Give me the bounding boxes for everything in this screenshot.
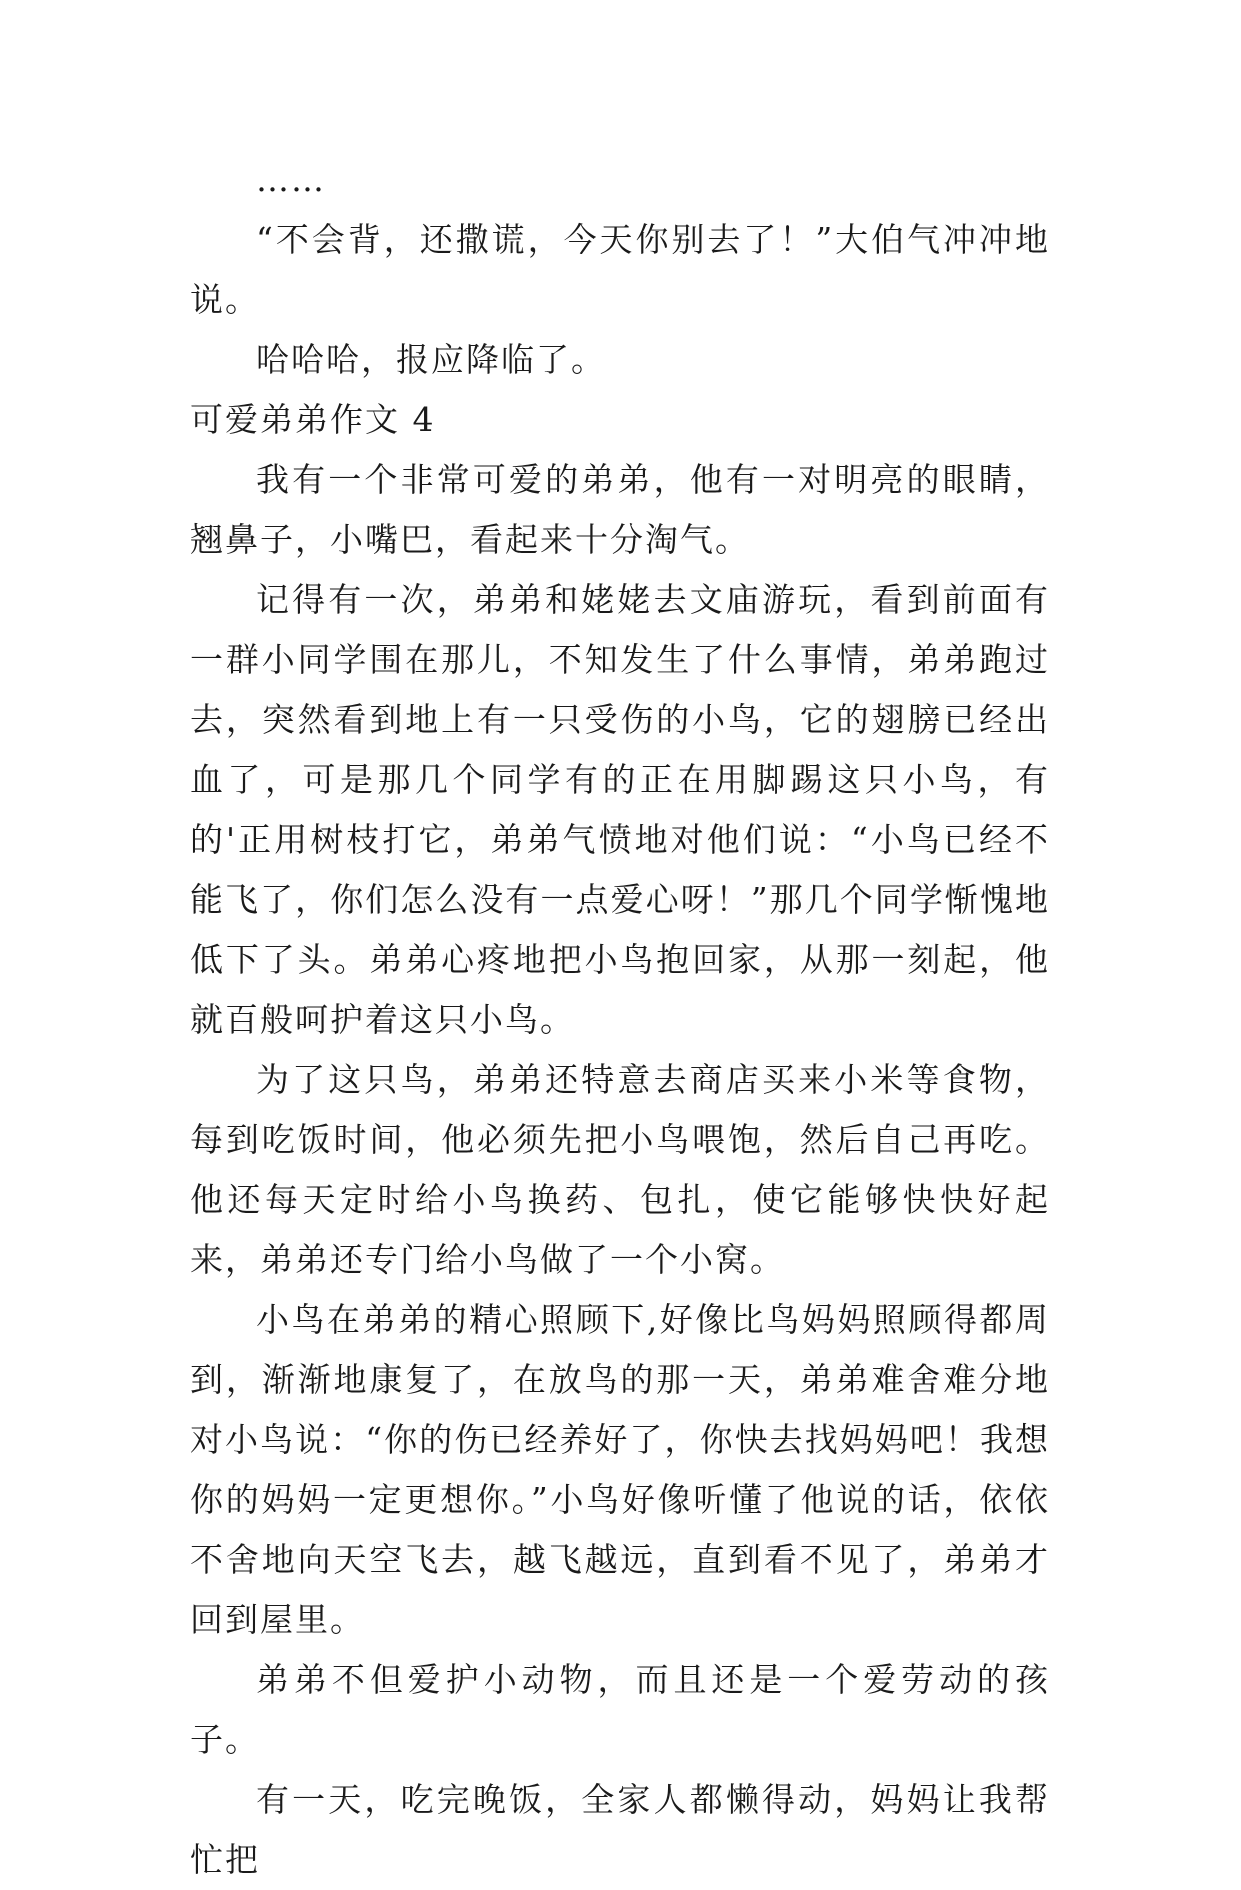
- paragraph-retribution: 哈哈哈，报应降临了。: [256, 340, 606, 379]
- paragraph: 我有一个非常可爱的弟弟，他有一对明亮的眼睛，翘鼻子，小嘴巴，看起来十分淘气。: [190, 460, 1050, 559]
- section-title: 可爱弟弟作文 4: [190, 400, 436, 439]
- paragraph: 弟弟不但爱护小动物，而且还是一个爱劳动的孩子。: [190, 1660, 1050, 1759]
- paragraph: 小鸟在弟弟的精心照顾下,好像比鸟妈妈照顾得都周到，渐渐地康复了，在放鸟的那一天，弟弟难舍难分地对小鸟说：“你的伤已经养好了，你快去找妈妈吧！我想你的妈妈一定更想你。”小鸟好像听懂了他说的话，依依不舍地向天空飞去，越飞越远，直到看不见了，弟弟才回到屋里。: [190, 1300, 1050, 1639]
- ellipsis-line: ……: [256, 160, 326, 199]
- document-body: [190, 150, 1050, 1890]
- paragraph: 为了这只鸟，弟弟还特意去商店买来小米等食物，每到吃饭时间，他必须先把小鸟喂饱，然后自己再吃。他还每天定时给小鸟换药、包扎，使它能够快快好起来，弟弟还专门给小鸟做了一个小窝。: [190, 1060, 1050, 1279]
- paragraph: 记得有一次，弟弟和姥姥去文庙游玩，看到前面有一群小同学围在那儿，不知发生了什么事情，弟弟跑过去，突然看到地上有一只受伤的小鸟，它的翅膀已经出血了，可是那几个同学有的正在用脚踢这只小鸟，有的'正用树枝打它，弟弟气愤地对他们说：“小鸟已经不能飞了，你们怎么没有一点爱心呀！”那几个同学惭愧地低下了头。弟弟心疼地把小鸟抱回家，从那一刻起，他就百般呵护着这只小鸟。: [190, 580, 1050, 1039]
- paragraph: 有一天，吃完晚饭，全家人都懒得动，妈妈让我帮忙把: [190, 1780, 1050, 1879]
- paragraph-dialogue: “不会背，还撒谎，今天你别去了！”大伯气冲冲地说。: [190, 220, 1050, 319]
